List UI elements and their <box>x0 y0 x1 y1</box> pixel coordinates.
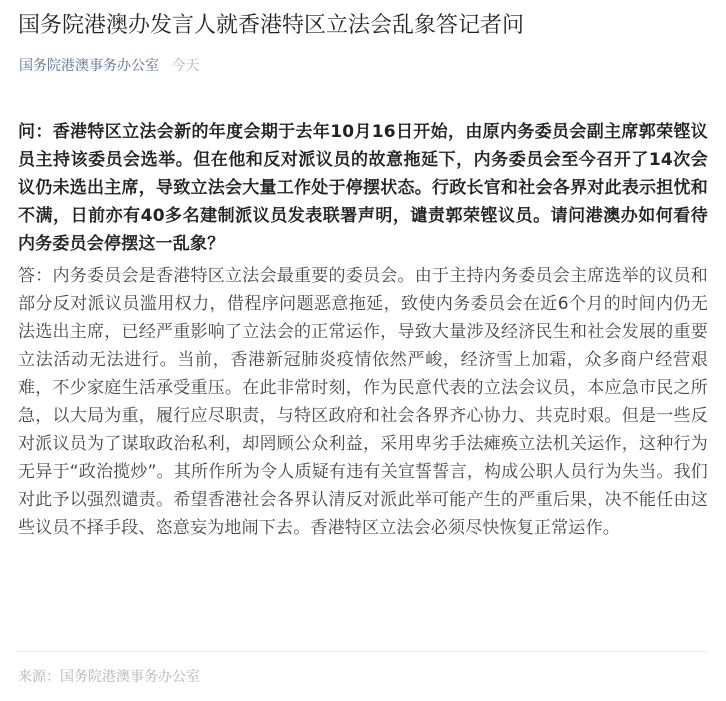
source-account-link[interactable]: 国务院港澳事务办公室 <box>19 58 159 74</box>
article-title: 国务院港澳办发言人就香港特区立法会乱象答记者问 <box>18 13 525 38</box>
publish-date: 今天 <box>171 58 200 74</box>
article-body <box>18 118 708 542</box>
source-footer: 来源：国务院港澳事务办公室 <box>18 669 200 685</box>
article-meta <box>19 56 199 76</box>
answer-paragraph: 答：内务委员会是香港特区立法会最重要的委员会。由于主持内务委员会主席选举的议员和部分反对派议员滥用权力，借程序问题恶意拖延，致使内务委员会在近6个月的时间内仍无法选出主席，已经严重影响了立法会的正常运作，导致大量涉及经济民生和社会发展的重要立法活动无法进行。当前，香港新冠肺炎疫情依然严峻，经济雪上加霜，众多商户经营艰难，不少家庭生活承受重压。在此非常时刻，作为民意代表的立法会议员，本应急市民之所急，以大局为重，履行应尽职责，与特区政府和社会各界齐心协力、共克时艰。但是一些反对派议员为了谋取政治私利，却罔顾公众利益，采用卑劣手法瘫痪立法机关运作，这种行为无异于“政治揽炒”。其所作所为令人质疑有违有关宣誓誓言，构成公职人员行为失当。我们对此予以强烈谴责。希望香港社会各界认清反对派此举可能产生的严重后果，决不能任由这些议员不择手段、恣意妄为地闹下去。香港特区立法会必须尽快恢复正常运作。 <box>18 266 708 538</box>
footer-divider <box>18 651 708 652</box>
question-paragraph: 问：香港特区立法会新的年度会期于去年10月16日开始，由原内务委员会副主席郭荣铿议员主持该委员会选举。但在他和反对派议员的故意拖延下，内务委员会至今召开了14次会议仍未选出主席，导致立法会大量工作处于停摆状态。行政长官和社会各界对此表示担忧和不满，日前亦有40多名建制派议员发表联署声明，谴责郭荣铿议员。请问港澳办如何看待内务委员会停摆这一乱象？ <box>18 122 708 254</box>
